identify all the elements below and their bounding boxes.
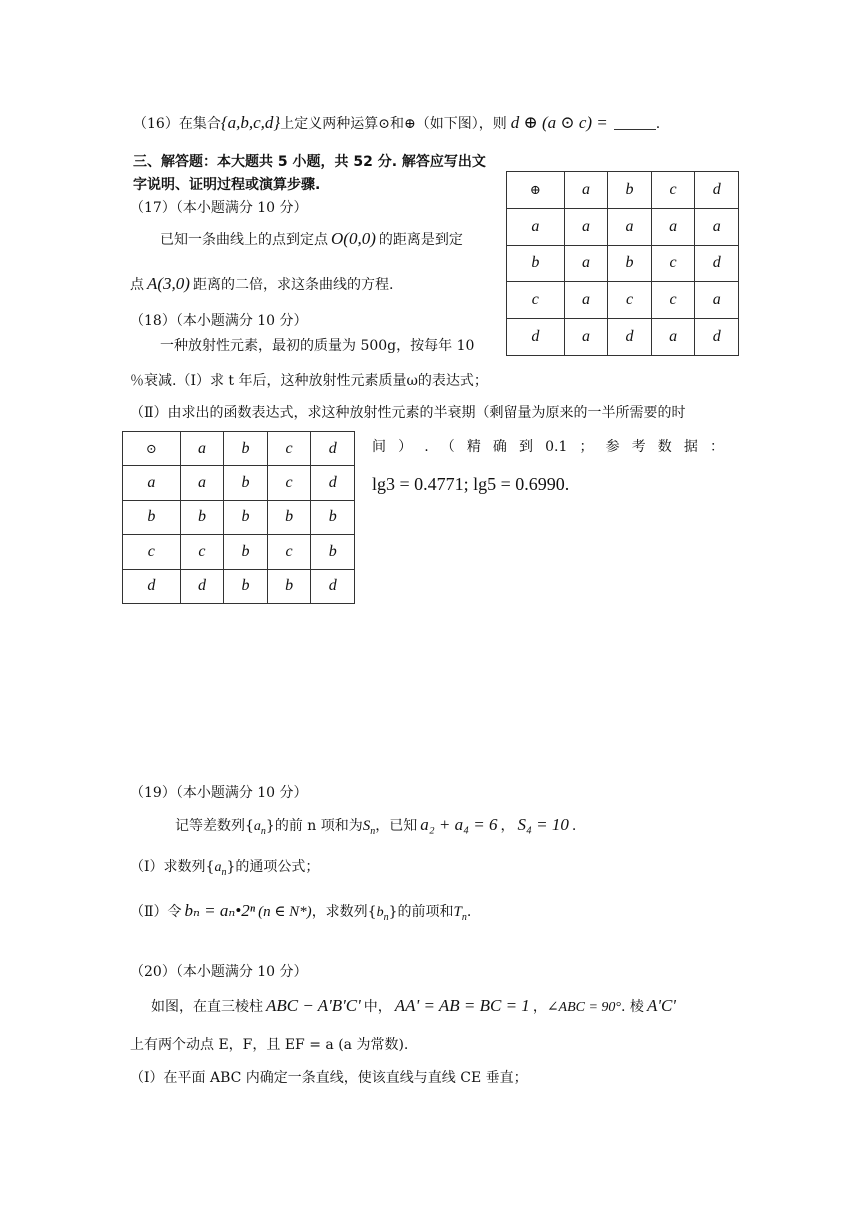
q18-line3: （Ⅱ）由求出的函数表达式，求这种放射性元素的半衰期（剩留量为原来的一半所需要的时 (130, 405, 686, 421)
q19-tn (453, 904, 467, 923)
q16-answer-blank[interactable] (614, 113, 656, 130)
q18-line4 (372, 437, 724, 457)
table-cell: d (507, 319, 565, 356)
q20-text: 如图，在直三棱柱 (151, 999, 263, 1015)
q20-angle: ∠ABC = 90° (546, 1000, 622, 1015)
table-cell: d (311, 466, 355, 500)
table-row (507, 245, 739, 282)
q17-point-o: O(0,0) (331, 229, 376, 248)
q18-line4-part: ； (579, 439, 594, 455)
q16-line (133, 113, 660, 134)
q19-an-sub: n (260, 825, 266, 837)
q17-line2-start: 点 (130, 277, 144, 293)
q18-line4-part: 精 (466, 439, 481, 455)
table-row (507, 208, 739, 245)
q19-text: 记等差数列{ (175, 818, 254, 834)
q19-text: ， (500, 818, 515, 834)
q19-text: . (571, 818, 577, 834)
q19-text: ，已知 (375, 818, 418, 834)
table-cell (507, 172, 565, 209)
table-cell: b (224, 535, 268, 569)
q17-line1-end: 的距离是到定 (378, 232, 463, 248)
table-cell: c (267, 466, 311, 500)
table-cell: d (695, 245, 739, 282)
table-row (507, 319, 739, 356)
q18-line4-part: 数 (657, 439, 672, 455)
q20-label: （20）（本小题满分 10 分） (130, 964, 308, 980)
q16-set: {a,b,c,d} (220, 113, 281, 132)
table-cell: a (564, 208, 608, 245)
q18-line4-part: ） (398, 439, 413, 455)
table-cell: b (224, 569, 268, 603)
table-row (123, 569, 355, 603)
q20-line2: 上有两个动点 E，F，且 EF = a (a 为常数). (130, 1037, 409, 1053)
q19-line2 (130, 857, 319, 883)
table-cell: d (311, 432, 355, 466)
q17-line1 (160, 229, 463, 250)
q19-part2-text: ，求数列{ (311, 904, 377, 920)
q18-line4-part: 据 (683, 439, 698, 455)
q16-label: （16）在集合 (133, 116, 221, 132)
table-cell: a (180, 432, 224, 466)
table-dot-operation (122, 431, 355, 604)
section3-heading-line1: 三、解答题：本大题共 5 小题，共 52 分. 解答应写出文 (133, 154, 486, 170)
table-cell: c (651, 172, 695, 209)
q19-part2-text: }的前项和 (388, 904, 454, 920)
q18-line4-part: 0.1 (545, 439, 568, 455)
table-cell: c (651, 245, 695, 282)
q19-bn-letter: b (376, 905, 384, 920)
table-cell: a (180, 466, 224, 500)
table-cell: c (180, 535, 224, 569)
op-dot-symbol: ⊙ (378, 116, 390, 132)
q18-line4-part: 考 (631, 439, 646, 455)
table-cell: c (651, 282, 695, 319)
q18-line4-part: . (424, 439, 429, 455)
q19-part1-text: }的通项公式； (226, 859, 320, 875)
table-row (507, 282, 739, 319)
table-cell: b (608, 245, 652, 282)
op-plus-icon: ⊕ (529, 181, 541, 197)
table-cell: c (608, 282, 652, 319)
q20-text: . 棱 (621, 999, 644, 1015)
table-cell: a (123, 466, 181, 500)
table-cell: b (180, 500, 224, 534)
q16-text1: 上定义两种运算 (280, 116, 379, 132)
table-cell: a (564, 172, 608, 209)
table-plus-operation (506, 171, 739, 356)
q20-edge-lengths: AA' = AB = BC = 1 (394, 996, 530, 1015)
q18-line4-part: 参 (605, 439, 620, 455)
q17-line2 (130, 274, 393, 295)
q17-point-a: A(3,0) (147, 274, 190, 293)
q19-part1-an-letter: a (214, 860, 222, 875)
table-cell: b (224, 466, 268, 500)
q18-line4-part: 到 (519, 439, 534, 455)
q17-label: （17）（本小题满分 10 分） (130, 200, 308, 216)
op-dot-icon: ⊙ (145, 440, 157, 456)
table-cell: b (267, 500, 311, 534)
table-cell: a (695, 208, 739, 245)
table-cell: a (695, 282, 739, 319)
table-row (123, 466, 355, 500)
table-cell: d (180, 569, 224, 603)
q19-line1 (175, 815, 576, 842)
q19-part1-an-sub: n (221, 866, 227, 878)
q18-reference-data: lg3 = 0.4771; lg5 = 0.6990. (372, 474, 570, 494)
q17-line1-text: 已知一条曲线上的点到定点 (160, 232, 328, 248)
table-cell: d (695, 319, 739, 356)
q19-line3 (130, 901, 471, 928)
q20-line3: （Ⅰ）在平面 ABC 内确定一条直线，使该直线与直线 CE 垂直； (130, 1070, 528, 1086)
table-cell: a (507, 208, 565, 245)
q16-end: . (655, 116, 661, 132)
q19-bn-sub: n (383, 911, 389, 923)
table-cell: b (267, 569, 311, 603)
table-cell: a (564, 282, 608, 319)
op-plus-symbol: ⊕ (403, 116, 416, 132)
table-cell: c (123, 535, 181, 569)
table-cell: d (123, 569, 181, 603)
q18-line4-part: ： (709, 439, 724, 455)
table-row (507, 172, 739, 209)
table-cell: b (224, 500, 268, 534)
q18-line4-part: 间 (372, 439, 386, 455)
table-cell: a (564, 319, 608, 356)
table-cell: c (267, 535, 311, 569)
q19-part2-text: （Ⅱ）令 (130, 904, 182, 920)
q19-bn-definition: bₙ = aₙ•2ⁿ (184, 901, 256, 920)
q16-text2: 和 (389, 116, 404, 132)
table-row (123, 432, 355, 466)
table-cell: d (608, 319, 652, 356)
table-cell: d (311, 569, 355, 603)
table-cell: a (651, 208, 695, 245)
table-cell: b (311, 500, 355, 534)
q20-text: ， (532, 999, 547, 1015)
q19-condition-sum: a₂ + a₄ = 6 (420, 815, 498, 834)
q19-bn (376, 905, 389, 923)
q18-line4-part: （ (440, 439, 455, 455)
table-cell: b (224, 432, 268, 466)
q18-label: （18）（本小题满分 10 分） (130, 313, 308, 329)
q16-expression: d ⊕ (a ⊙ c) = (510, 113, 608, 132)
table-cell: c (267, 432, 311, 466)
q19-label: （19）（本小题满分 10 分） (130, 785, 308, 801)
table-cell: b (507, 245, 565, 282)
table-cell: a (608, 208, 652, 245)
table-cell: b (123, 500, 181, 534)
table-cell (123, 432, 181, 466)
table-cell: c (507, 282, 565, 319)
table-row (123, 500, 355, 534)
q18-line4-part: 确 (492, 439, 507, 455)
q19-text: }的前 n 项和为 (265, 818, 363, 834)
section3-heading-line2: 字说明、证明过程或演算步骤. (133, 177, 321, 193)
q19-sn (362, 818, 376, 837)
q17-line2-end: 距离的二倍，求这条曲线的方程. (192, 277, 394, 293)
q19-part1-text: （Ⅰ）求数列{ (130, 859, 215, 875)
table-cell: a (564, 245, 608, 282)
table-cell: a (651, 319, 695, 356)
table-cell: d (695, 172, 739, 209)
q19-an (253, 819, 266, 837)
q19-sn-letter: S (362, 818, 371, 834)
q18-line2: ％衰减.（Ⅰ）求 t 年后，这种放射性元素质量ω的表达式； (130, 373, 488, 389)
q19-condition-s4: S₄ = 10 (517, 815, 569, 834)
q20-line1 (151, 996, 676, 1018)
q19-an-letter: a (253, 819, 261, 834)
q16-text3: （如下图），则 (415, 116, 507, 132)
q19-bn-condition: (n ∈ N*) (258, 904, 312, 920)
q19-tn-letter: T (453, 904, 462, 920)
q19-tn-sub: n (461, 912, 467, 923)
q19-sn-sub: n (370, 826, 376, 837)
q19-part2-text: . (466, 904, 472, 920)
q20-edge: A'C' (646, 996, 676, 1015)
q18-line1: 一种放射性元素，最初的质量为 500g，按每年 10 (160, 338, 475, 354)
table-row (123, 535, 355, 569)
q20-prism: ABC − A'B'C' (266, 996, 361, 1015)
table-cell: b (311, 535, 355, 569)
q19-part1-an (214, 860, 227, 878)
q20-text: 中， (363, 999, 392, 1015)
table-cell: b (608, 172, 652, 209)
